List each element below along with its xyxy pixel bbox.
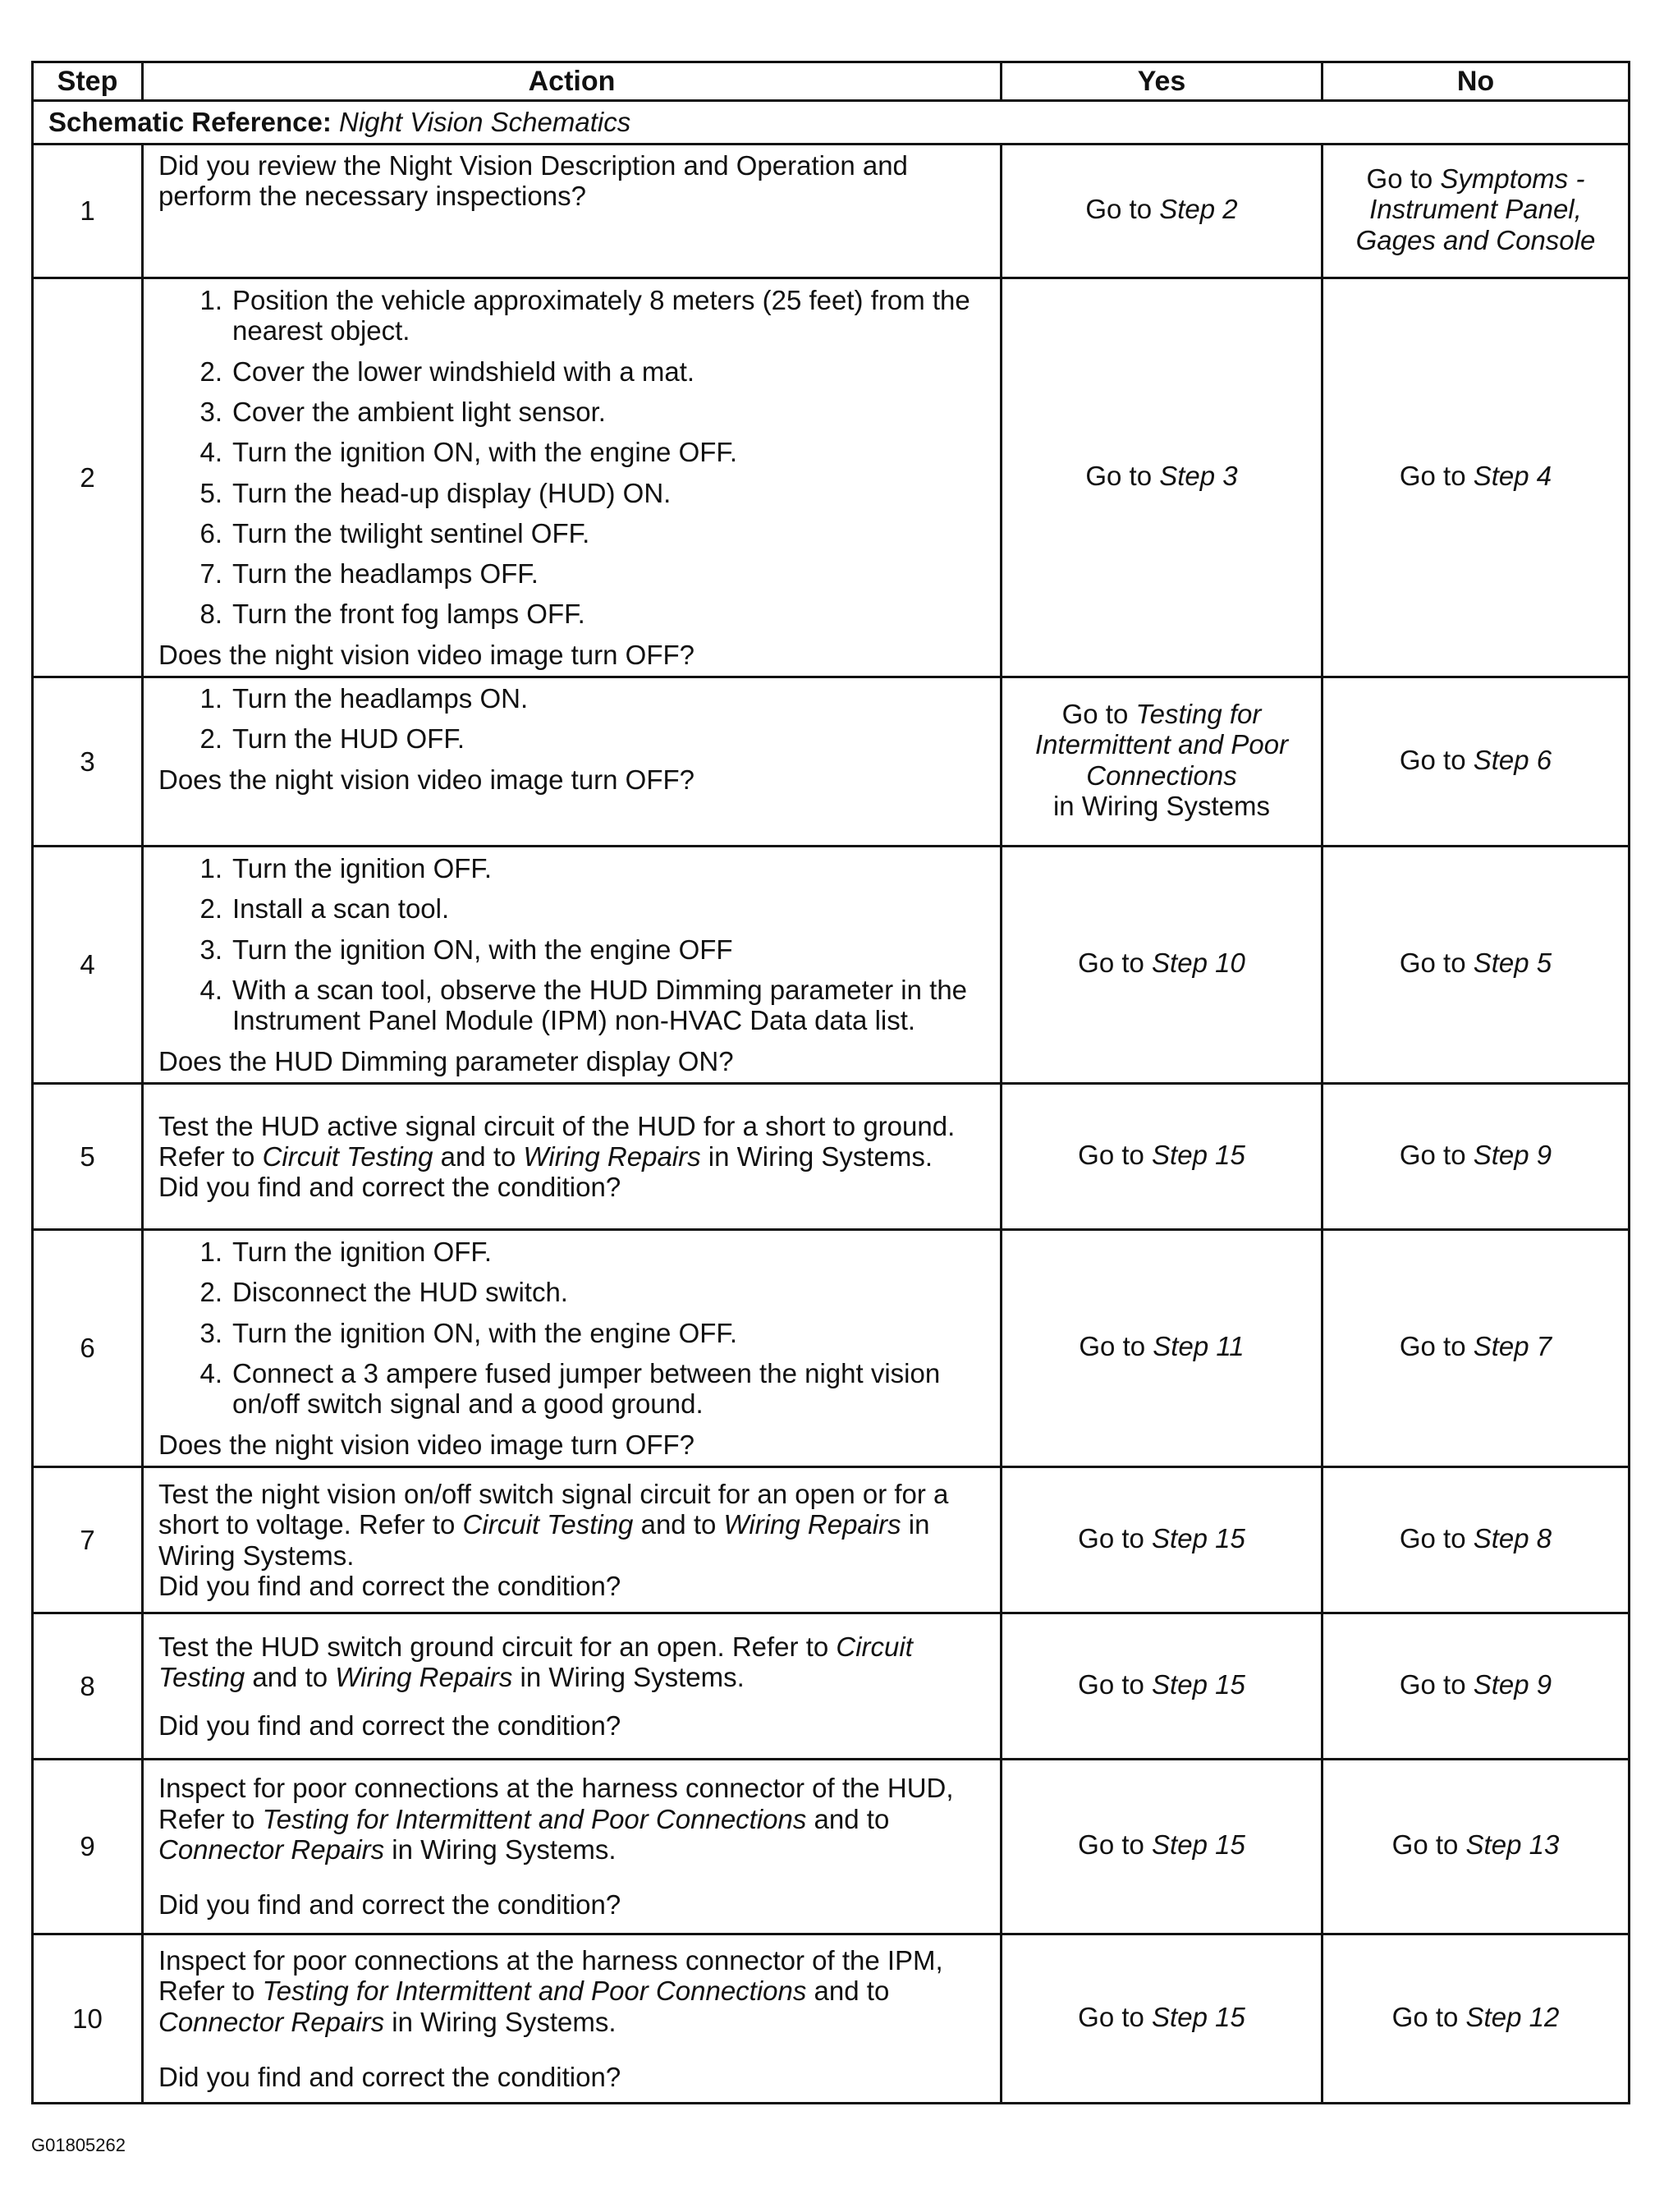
go-to-label: Go to <box>1078 1139 1153 1170</box>
step-target: 15 <box>1215 2001 1245 2032</box>
list-item: 1. Turn the ignition OFF. <box>199 853 493 884</box>
go-to-label: Go to <box>1078 948 1153 979</box>
header-yes: Yes <box>1002 62 1322 101</box>
action-cell <box>143 1467 1002 1613</box>
action-cell <box>143 847 1002 1084</box>
table-row <box>33 278 1630 677</box>
action-text: Inspect for poor connections at the harness connector of the HUD, Refer to Testing for Intermittent and Poor Connections and to Connector Repairs in Wiring Systems. <box>158 1773 954 1865</box>
schematic-reference <box>33 101 1630 145</box>
doc-link[interactable]: Connector Repairs <box>158 1834 385 1865</box>
yes-cell[interactable] <box>1002 278 1322 677</box>
step-word: Step <box>1152 1522 1216 1553</box>
step-target: 5 <box>1536 948 1552 979</box>
step-target: 4 <box>1536 460 1552 491</box>
step-word: Step <box>1465 1829 1529 1861</box>
step-word: Step <box>1473 1668 1537 1700</box>
action-text: Test the HUD active signal circuit of the HUD for a short to ground. Refer to Circuit Testing and to Wiring Repairs in Wiring Systems. <box>158 1110 956 1172</box>
sub-step-list <box>158 1237 985 1419</box>
doc-link[interactable]: Connector Repairs <box>158 2006 385 2037</box>
step-word: Step <box>1159 460 1223 491</box>
go-to-label: Go to <box>1061 698 1136 729</box>
doc-link[interactable]: Circuit Testing <box>262 1140 433 1172</box>
action-text: Did you review the Night Vision Description and Operation and perform the necessary inspections? <box>158 150 908 212</box>
step-number: 7 <box>33 1467 143 1613</box>
go-to-label: Go to <box>1078 2001 1153 2032</box>
step-word: Step <box>1473 744 1537 775</box>
no-cell[interactable] <box>1322 1084 1630 1230</box>
doc-link[interactable]: Testing for Intermittent and Poor Connections <box>262 1976 807 2007</box>
doc-link[interactable]: Circuit Testing <box>462 1509 634 1540</box>
table-row <box>33 847 1630 1084</box>
list-item: 4. Turn the ignition ON, with the engine OFF. <box>199 437 738 468</box>
action-cell <box>143 278 1002 677</box>
step-link[interactable] <box>1152 1829 1245 1860</box>
step-link[interactable] <box>1474 1523 1552 1553</box>
step-number: 10 <box>33 1934 143 2104</box>
no-cell[interactable] <box>1322 1760 1630 1934</box>
go-to-label: Go to <box>1399 1522 1474 1553</box>
step-number: 1 <box>33 145 143 278</box>
table-row <box>33 677 1630 847</box>
figure-id: G01805262 <box>31 2135 126 2155</box>
header-row <box>33 62 1630 101</box>
action-cell <box>143 1084 1002 1230</box>
yes-cell[interactable] <box>1002 847 1322 1084</box>
doc-link[interactable]: Wiring Repairs <box>723 1509 901 1540</box>
action-cell <box>143 677 1002 847</box>
no-cell[interactable] <box>1322 847 1630 1084</box>
step-number: 8 <box>33 1613 143 1760</box>
go-to-label: Go to <box>1399 1139 1474 1170</box>
no-cell[interactable] <box>1322 1467 1630 1613</box>
no-cell[interactable] <box>1322 1934 1630 2104</box>
doc-link[interactable]: Symptoms - Instrument Panel, Gages and Console <box>1355 163 1596 255</box>
doc-link[interactable]: Testing for Intermittent and Poor Connections <box>262 1803 807 1834</box>
question-text: Does the night vision video image turn OFF? <box>158 639 694 670</box>
table-row <box>33 1760 1630 1934</box>
list-item: 2. Cover the lower windshield with a mat. <box>199 356 695 387</box>
yes-cell[interactable] <box>1002 1613 1322 1760</box>
no-cell[interactable] <box>1322 677 1630 847</box>
header-action: Action <box>143 62 1002 101</box>
step-word: Step <box>1465 2001 1529 2032</box>
step-link[interactable] <box>1474 1331 1552 1361</box>
go-to-label: Go to <box>1078 1522 1153 1553</box>
step-link[interactable] <box>1474 1669 1552 1700</box>
step-link[interactable] <box>1474 745 1552 775</box>
go-to-label: Go to <box>1085 194 1160 225</box>
go-to-label: Go to <box>1078 1829 1153 1861</box>
diagnostic-table <box>31 61 1630 2104</box>
step-target: 15 <box>1215 1139 1245 1170</box>
yes-cell[interactable] <box>1002 145 1322 278</box>
go-to-label: Go to <box>1391 2001 1466 2032</box>
step-target: 15 <box>1215 1668 1245 1700</box>
step-link[interactable] <box>1474 948 1552 978</box>
go-to-label: Go to <box>1085 460 1160 491</box>
no-cell[interactable] <box>1322 278 1630 677</box>
list-item: 6. Turn the twilight sentinel OFF. <box>199 517 590 548</box>
no-cell[interactable] <box>1322 1230 1630 1467</box>
action-text: Inspect for poor connections at the harness connector of the IPM, Refer to Testing for Intermittent and Poor Connections and to Connector Repairs in Wiring Systems. <box>158 1944 943 2037</box>
step-number: 6 <box>33 1230 143 1467</box>
step-link[interactable] <box>1152 948 1245 978</box>
list-item: 1. Turn the ignition OFF. <box>199 1237 493 1268</box>
step-link[interactable] <box>1466 2002 1560 2032</box>
table-row <box>33 1230 1630 1467</box>
go-to-label: Go to <box>1399 948 1474 979</box>
doc-link[interactable]: Testing for Intermittent and Poor Connections <box>1034 698 1289 791</box>
table-row <box>33 1467 1630 1613</box>
step-target: 3 <box>1222 460 1238 491</box>
schematic-label: Schematic Reference: <box>48 107 332 138</box>
step-target: 7 <box>1536 1331 1552 1362</box>
action-cell <box>143 145 1002 278</box>
question-text: Did you find and correct the condition? <box>158 2061 621 2092</box>
step-target: 6 <box>1536 744 1552 775</box>
step-word: Step <box>1153 1331 1217 1362</box>
step-target: 13 <box>1529 1829 1560 1861</box>
yes-cell[interactable] <box>1002 1934 1322 2104</box>
go-to-label: Go to <box>1399 460 1474 491</box>
sub-step-list <box>158 683 985 755</box>
header-no: No <box>1322 62 1630 101</box>
step-word: Step <box>1152 1829 1216 1861</box>
doc-link[interactable]: Wiring Repairs <box>523 1140 701 1172</box>
no-cell[interactable] <box>1322 145 1630 278</box>
list-item: 1. Position the vehicle approximately 8 meters (25 feet) from the nearest object. <box>199 285 970 346</box>
question-text: Did you find and correct the condition? <box>158 1889 621 1921</box>
yes-cell[interactable] <box>1002 677 1322 847</box>
question-text: Does the night vision video image turn OFF? <box>158 764 694 795</box>
action-cell <box>143 1613 1002 1760</box>
list-item: 3. Turn the ignition ON, with the engine OFF <box>199 934 733 965</box>
list-item: 5. Turn the head-up display (HUD) ON. <box>199 477 672 508</box>
go-to-label: Go to <box>1399 1331 1474 1362</box>
list-item: 2. Turn the HUD OFF. <box>199 723 465 755</box>
go-to-label: Go to <box>1366 163 1441 195</box>
step-link[interactable] <box>1152 1523 1245 1553</box>
list-item: 2. Disconnect the HUD switch. <box>199 1277 568 1308</box>
step-word: Step <box>1152 948 1216 979</box>
yes-cell[interactable] <box>1002 1230 1322 1467</box>
yes-cell[interactable] <box>1002 1084 1322 1230</box>
no-cell[interactable] <box>1322 1613 1630 1760</box>
step-link[interactable] <box>1152 1669 1245 1700</box>
schematic-row <box>33 101 1630 145</box>
step-link[interactable] <box>1152 2002 1245 2032</box>
table-row <box>33 1084 1630 1230</box>
list-item: 8. Turn the front fog lamps OFF. <box>199 599 585 630</box>
step-target: 12 <box>1529 2001 1560 2032</box>
list-item: 3. Cover the ambient light sensor. <box>199 396 606 427</box>
question-text: Did you find and correct the condition? <box>158 1570 621 1601</box>
doc-suffix: in Wiring Systems <box>1052 790 1271 821</box>
list-item: 7. Turn the headlamps OFF. <box>199 558 539 590</box>
step-word: Step <box>1159 194 1223 225</box>
question-text: Did you find and correct the condition? <box>158 1710 621 1742</box>
step-word: Step <box>1473 1331 1537 1362</box>
action-text: Test the night vision on/off switch signal circuit for an open or for a short to voltage. Refer to Circuit Testing and to Wiring Repairs in Wiring Systems. <box>158 1478 949 1571</box>
action-cell <box>143 1760 1002 1934</box>
action-cell <box>143 1230 1002 1467</box>
header-step: Step <box>33 62 143 101</box>
go-to-label: Go to <box>1078 1668 1153 1700</box>
list-item: 1. Turn the headlamps ON. <box>199 683 529 714</box>
step-link[interactable] <box>1474 461 1552 491</box>
step-target: 2 <box>1222 194 1238 225</box>
step-number: 4 <box>33 847 143 1084</box>
sub-step-list <box>158 853 985 1035</box>
action-cell <box>143 1934 1002 2104</box>
question-text: Does the HUD Dimming parameter display ON? <box>158 1045 734 1076</box>
question-text: Does the night vision video image turn OFF? <box>158 1429 694 1460</box>
action-text: Test the HUD switch ground circuit for an open. Refer to Circuit Testing and to Wiring Repairs in Wiring Systems. <box>158 1631 913 1692</box>
step-number: 9 <box>33 1760 143 1934</box>
step-word: Step <box>1473 948 1537 979</box>
go-to-label: Go to <box>1079 1331 1153 1362</box>
doc-link[interactable]: Circuit Testing <box>158 1631 913 1692</box>
sub-step-list <box>158 285 985 630</box>
step-word: Step <box>1152 1668 1216 1700</box>
yes-cell[interactable] <box>1002 1467 1322 1613</box>
step-link[interactable] <box>1152 1140 1245 1170</box>
step-target: 9 <box>1536 1668 1552 1700</box>
yes-cell[interactable] <box>1002 1760 1322 1934</box>
step-target: 10 <box>1215 948 1245 979</box>
schematic-link[interactable]: Night Vision Schematics <box>339 107 631 138</box>
step-target: 11 <box>1216 1331 1245 1362</box>
step-target: 8 <box>1536 1522 1552 1553</box>
step-link[interactable] <box>1466 1829 1560 1860</box>
step-link[interactable] <box>1159 194 1237 224</box>
step-word: Step <box>1473 1139 1537 1170</box>
step-word: Step <box>1152 1139 1216 1170</box>
step-word: Step <box>1473 460 1537 491</box>
go-to-label: Go to <box>1391 1829 1466 1861</box>
step-target: 15 <box>1215 1522 1245 1553</box>
step-link[interactable] <box>1159 461 1237 491</box>
go-to-label: Go to <box>1399 744 1474 775</box>
list-item: 4. With a scan tool, observe the HUD Dimming parameter in the Instrument Panel Module (IPM) non-HVAC Data data list. <box>199 975 968 1036</box>
step-word: Step <box>1473 1522 1537 1553</box>
list-item: 4. Connect a 3 ampere fused jumper between the night vision on/off switch signal and a good ground. <box>199 1358 941 1420</box>
table-row <box>33 145 1630 278</box>
table-row <box>33 1613 1630 1760</box>
step-number: 5 <box>33 1084 143 1230</box>
go-to-label: Go to <box>1399 1668 1474 1700</box>
step-number: 3 <box>33 677 143 847</box>
step-link[interactable] <box>1474 1140 1552 1170</box>
list-item: 3. Turn the ignition ON, with the engine OFF. <box>199 1317 738 1348</box>
question-text: Did you find and correct the condition? <box>158 1172 621 1203</box>
doc-link[interactable]: Wiring Repairs <box>335 1661 513 1692</box>
step-target: 15 <box>1215 1829 1245 1861</box>
list-item: 2. Install a scan tool. <box>199 893 450 925</box>
step-number: 2 <box>33 278 143 677</box>
step-link[interactable] <box>1153 1331 1244 1361</box>
step-target: 9 <box>1536 1139 1552 1170</box>
step-word: Step <box>1152 2001 1216 2032</box>
table-row <box>33 1934 1630 2104</box>
